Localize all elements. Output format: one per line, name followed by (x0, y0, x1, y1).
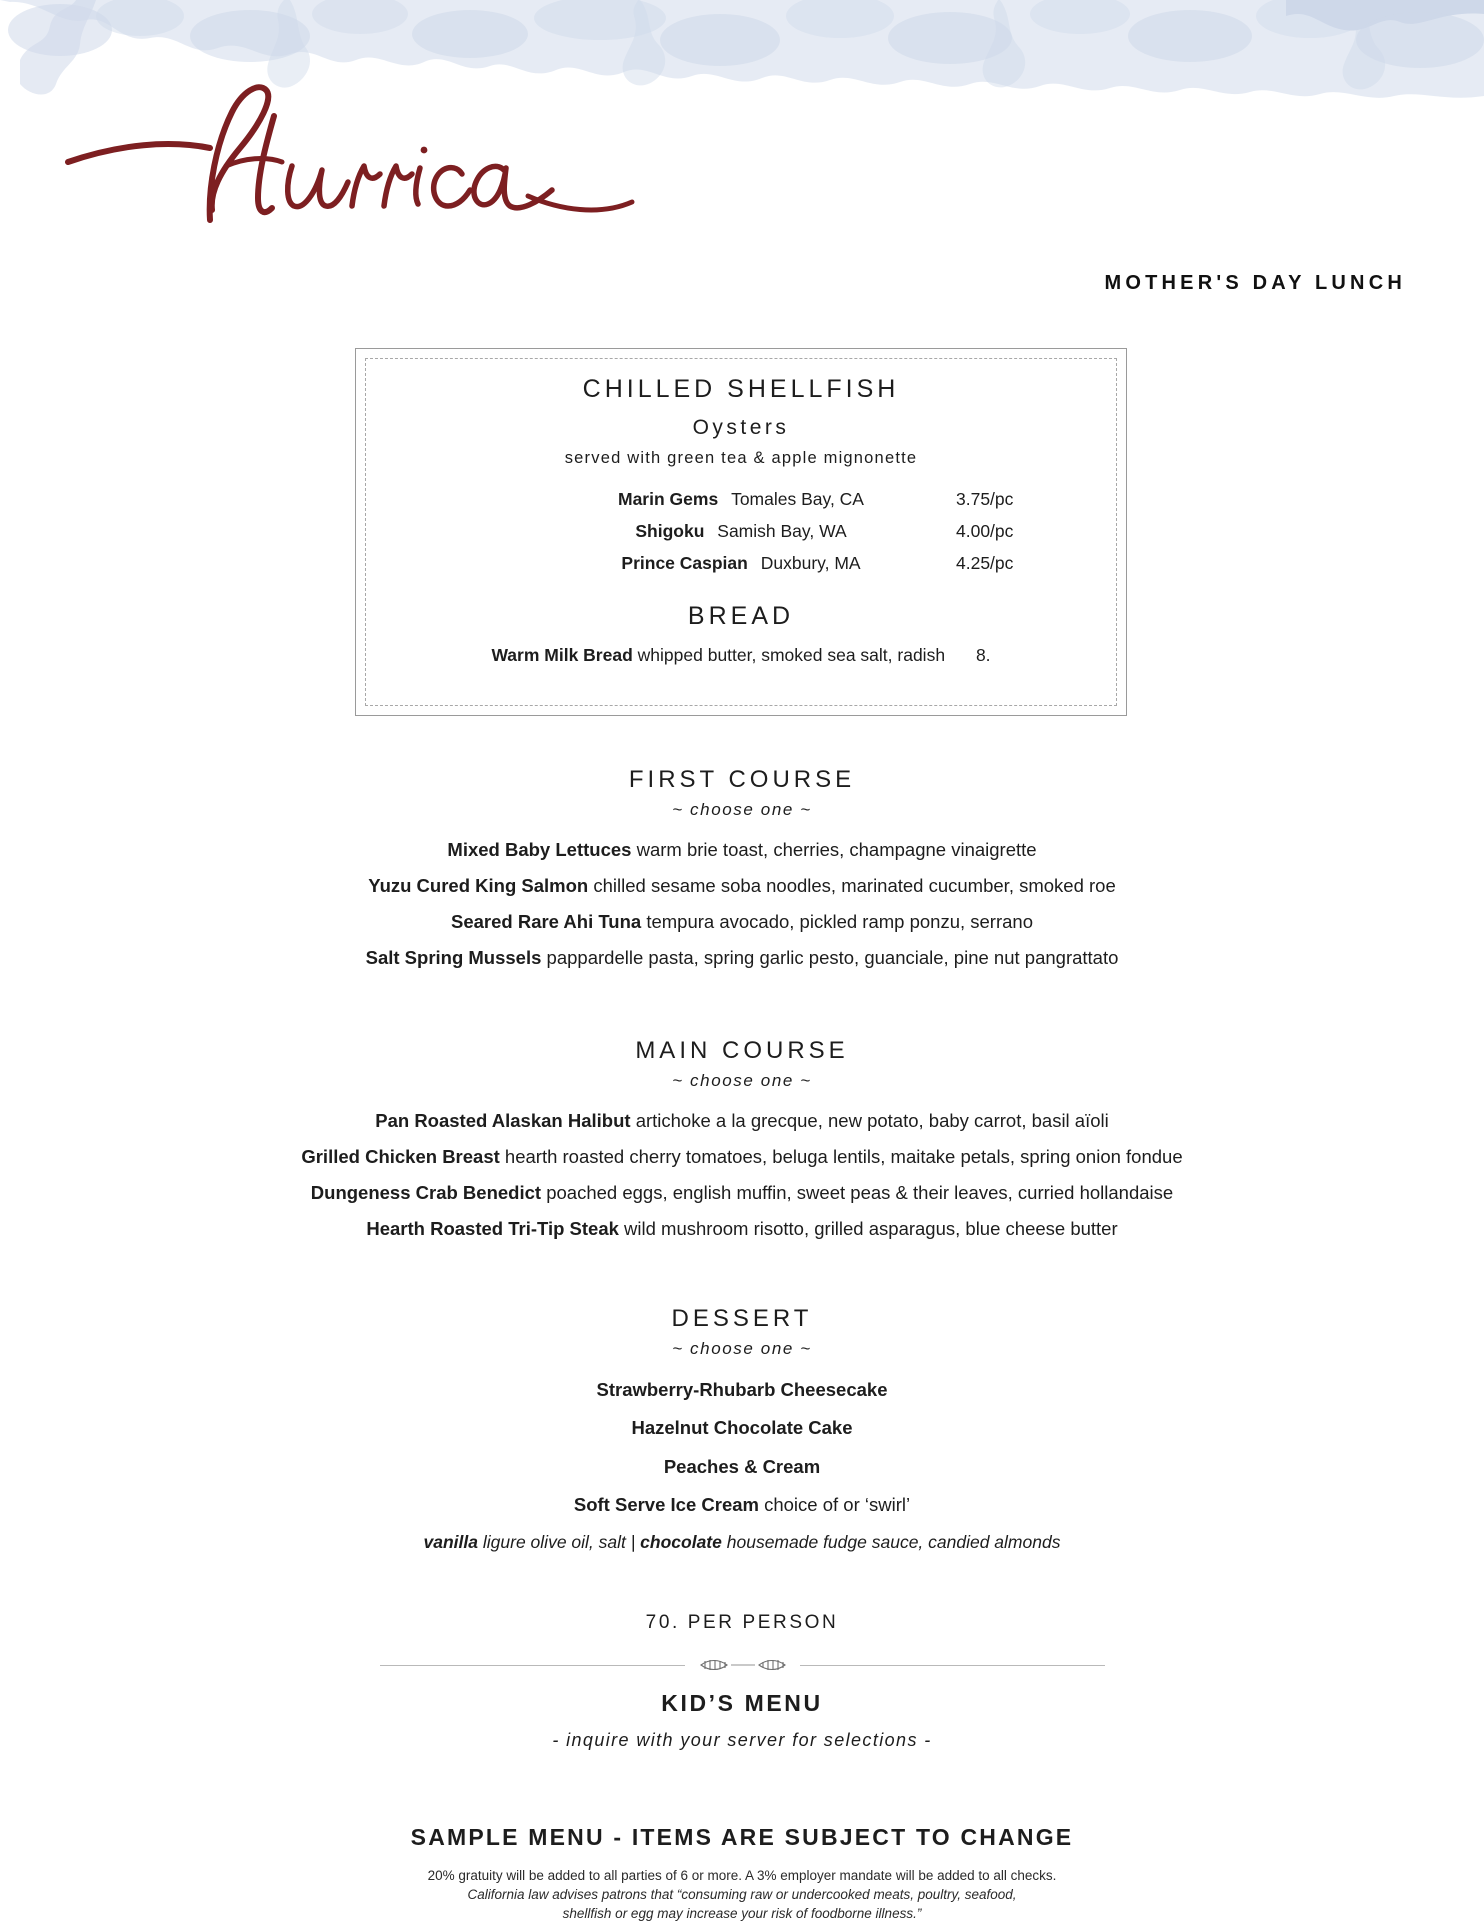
dessert-item-name: Strawberry-Rhubarb Cheesecake (596, 1379, 888, 1400)
dessert-item-name: Peaches & Cream (663, 1455, 821, 1477)
flavor-separator: | (630, 1531, 636, 1552)
oyster-name: Marin Gems (618, 489, 719, 509)
dessert-section (0, 1305, 1484, 1553)
chilled-shellfish-heading: CHILLED SHELLFISH (582, 375, 900, 403)
dessert-item (0, 1486, 1484, 1524)
oyster-name: Shigoku (635, 520, 705, 541)
oyster-price: 4.25/pc (956, 552, 1014, 573)
bread-item-price: 8. (975, 644, 991, 665)
first-course-title: FIRST COURSE (628, 766, 856, 793)
section-divider (380, 1655, 1105, 1675)
oyster-row (456, 484, 1026, 516)
price-per-person: 70. PER PERSON (645, 1612, 839, 1633)
restaurant-logo (60, 70, 700, 230)
sample-menu-notice: SAMPLE MENU - ITEMS ARE SUBJECT TO CHANGE (410, 1824, 1074, 1850)
menu-item-name: Seared Rare Ahi Tuna (450, 911, 642, 933)
page-title: MOTHER'S DAY LUNCH (1104, 272, 1406, 294)
soft-serve-flavors (0, 1532, 1484, 1553)
dessert-item-desc: choice of or ‘swirl’ (764, 1494, 911, 1516)
dessert-item-name: Hazelnut Chocolate Cake (631, 1417, 853, 1439)
menu-item-desc: hearth roasted cherry tomatoes, beluga lentils, maitake petals, spring onion fondue (504, 1146, 1183, 1168)
menu-item (0, 1211, 1484, 1247)
menu-item-desc: artichoke a la grecque, new potato, baby carrot, basil aïoli (635, 1110, 1109, 1131)
menu-item-desc: chilled sesame soba noodles, marinated cucumber, smoked roe (593, 875, 1116, 897)
oyster-price: 3.75/pc (956, 489, 1014, 509)
main-course-section (0, 1037, 1484, 1247)
oyster-row (456, 548, 1026, 580)
kids-menu-subtitle: - inquire with your server for selections - (552, 1730, 932, 1750)
menu-item-name: Salt Spring Mussels (365, 947, 542, 969)
flavor-vanilla-name: vanilla (423, 1531, 479, 1552)
menu-item (0, 832, 1484, 868)
oysters-note: served with green tea & apple mignonette (564, 449, 918, 467)
menu-item-name: Pan Roasted Alaskan Halibut (375, 1110, 631, 1131)
flavor-chocolate-name: chocolate (640, 1531, 722, 1552)
main-course-choose: ~ choose one ~ (672, 1071, 812, 1090)
bread-item-name: Warm Milk Bread (491, 644, 633, 665)
menu-item-desc: wild mushroom risotto, grilled asparagus, blue cheese butter (624, 1218, 1118, 1240)
menu-item (0, 868, 1484, 904)
health-notice-line-1: California law advises patrons that “consuming raw or undercooked meats, poultry, seafood, (467, 1887, 1017, 1903)
flavor-vanilla-desc: ligure olive oil, salt (482, 1531, 626, 1552)
bread-item-row (382, 645, 1100, 666)
menu-item (0, 904, 1484, 940)
menu-item (0, 1139, 1484, 1175)
menu-item-desc: tempura avocado, pickled ramp ponzu, serrano (646, 911, 1033, 933)
divider-ornament-icon (697, 1655, 789, 1680)
menu-item-name: Hearth Roasted Tri-Tip Steak (366, 1218, 619, 1240)
menu-item-name: Dungeness Crab Benedict (310, 1182, 542, 1204)
first-course-section (0, 766, 1484, 976)
oyster-row (456, 516, 1026, 548)
menu-item-name: Yuzu Cured King Salmon (368, 875, 589, 897)
menu-item-desc: warm brie toast, cherries, champagne vinaigrette (636, 839, 1037, 860)
bread-item-desc: whipped butter, smoked sea salt, radish (637, 644, 946, 665)
oyster-price: 4.00/pc (956, 520, 1014, 541)
dessert-item-name: Soft Serve Ice Cream (573, 1494, 759, 1516)
health-notice-line-2: shellfish or egg may increase your risk of foodborne illness.” (562, 1906, 922, 1922)
oysters-heading: Oysters (692, 416, 790, 439)
gratuity-notice: 20% gratuity will be added to all parties of 6 or more. A 3% employer mandate will be added to all checks. (427, 1868, 1057, 1883)
menu-item (0, 1175, 1484, 1211)
oyster-name: Prince Caspian (621, 552, 748, 573)
menu-item (0, 940, 1484, 976)
menu-item-desc: pappardelle pasta, spring garlic pesto, guanciale, pine nut pangrattato (546, 947, 1119, 969)
menu-item-name: Grilled Chicken Breast (301, 1146, 500, 1168)
dessert-title: DESSERT (671, 1305, 813, 1332)
dessert-choose: ~ choose one ~ (672, 1339, 812, 1358)
divider-rule-left (380, 1665, 685, 1666)
menu-item-name: Mixed Baby Lettuces (447, 839, 632, 860)
oyster-origin: Duxbury, MA (760, 552, 861, 573)
main-course-title: MAIN COURSE (635, 1037, 849, 1064)
divider-rule-right (800, 1665, 1105, 1666)
oyster-origin: Samish Bay, WA (717, 520, 847, 541)
fine-print (0, 1866, 1484, 1923)
dessert-item (0, 1409, 1484, 1447)
first-course-choose: ~ choose one ~ (672, 800, 812, 819)
chilled-shellfish-frame (355, 348, 1127, 716)
menu-item (0, 1103, 1484, 1139)
oyster-list (456, 484, 1026, 580)
flavor-chocolate-desc: housemade fudge sauce, candied almonds (726, 1531, 1061, 1552)
menu-item-desc: poached eggs, english muffin, sweet peas & their leaves, curried hollandaise (546, 1182, 1174, 1204)
dessert-item (0, 1371, 1484, 1409)
oyster-origin: Tomales Bay, CA (731, 489, 864, 509)
kids-menu-title: KID’S MENU (661, 1690, 823, 1716)
bread-heading: BREAD (687, 601, 795, 630)
dessert-item (0, 1448, 1484, 1486)
